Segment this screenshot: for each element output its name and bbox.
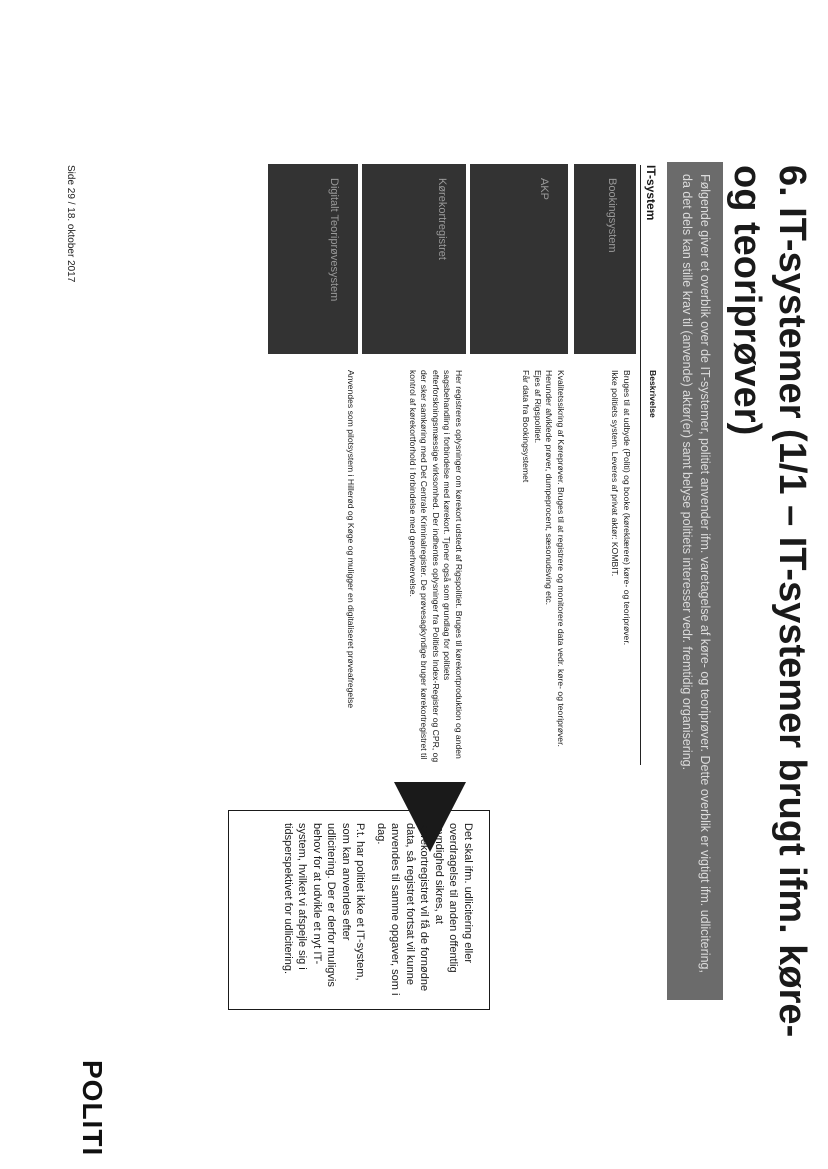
description-line: Får data fra Bookingsystemet xyxy=(521,370,532,483)
description-digitalt-teoriprovesystem xyxy=(345,370,357,770)
system-box-digitalt-teoriprovesystem xyxy=(268,164,358,354)
description-line: Ikke politiets system. Leveres af privat aktør: KOMBIT. xyxy=(610,370,621,577)
system-box-akp xyxy=(470,164,568,354)
description-line: Bruges til at udbyde (Politi) og booke (køreklærere) køre- og teoriprøver. xyxy=(622,370,632,646)
description-korekortregistret xyxy=(407,370,465,770)
page-title: 6. IT-systemer (1/1 – IT-systemer brugt ifm. køre- og teoriprøver) xyxy=(726,165,813,1038)
description-line: Her registreres oplysninger om kørekort udstedt af Rigspolitiet. Bruges til kørekortproduktion og anden sagsbehandling i forbindelse med kørekort. Tjener også som grundlag for politiets efterforskningsmæssige virksomhed. Der indhentes oplysninger fra Politiets Index-Register og CPR, og der sker samkøring med Det Centrale Kriminalregister. De prøvesagkyndige bruger kørekortregistret til kontrol af kørekortforhold i forbindelse med generhvervelse. xyxy=(408,370,464,763)
note-box xyxy=(228,810,490,1010)
header-divider xyxy=(640,165,641,765)
column-header-it-system: IT-system xyxy=(644,165,658,221)
system-box-bookingsystem xyxy=(574,164,636,354)
column-header-description: Beskrivelse xyxy=(648,370,658,418)
description-line: Anvendes som pilotsystem i Hillerød og Køge og muligger en digitaliseret prøveafregelse xyxy=(346,370,356,709)
system-name: Bookingsystem xyxy=(606,178,618,253)
note-paragraph: Det skal ifm. udlicitering eller overdragelse til anden offentlig myndighed sikres, at kørekortregistret vil få de fornødne data, så registret fortsat vil kunne anvendes til samme opgaver, som i dag. xyxy=(375,823,474,996)
note-paragraph: P.t. har politiet ikke et IT-system, som kan anvendes efter udlicitering. Der er derfor muligvis behov for at udvikle et nyt IT-system, hvilket vi afspejle sig i tidsperspektivet for udlicitering. xyxy=(282,823,367,987)
intro-banner: Følgende giver et overblik over de IT-systemer, politiet anvender ifm. varetagelse af køre- og teoriprøver. Dette overblik er vigtigt ifm. udlicitering, da det dels kan stille krav til (anvende) aktør(er) samt belyse politiets interesser vedr. fremtidig organisering. xyxy=(667,162,723,1000)
politi-logo: POLITI xyxy=(77,1060,108,1157)
system-name: Digitalt Teoriprøvesystem xyxy=(328,178,340,302)
description-line: Ejes af Rigspolitiet. xyxy=(533,370,543,444)
system-name: AKP xyxy=(538,178,550,201)
page-footer: Side 29 / 18. oktober 2017 xyxy=(65,165,76,283)
system-box-korekortregistret xyxy=(362,164,466,354)
description-bookingsystem xyxy=(609,370,632,770)
description-line: Kvalitetssikring af Køreprøver. Bruges til at registrere og monitorere data vedr. køre- og teoriprøver. Herunder afviklede prøver, dumpeprocent, sæsonudsving etc. xyxy=(544,370,566,747)
system-name: Kørekortregistret xyxy=(436,178,448,260)
description-akp xyxy=(520,370,566,770)
